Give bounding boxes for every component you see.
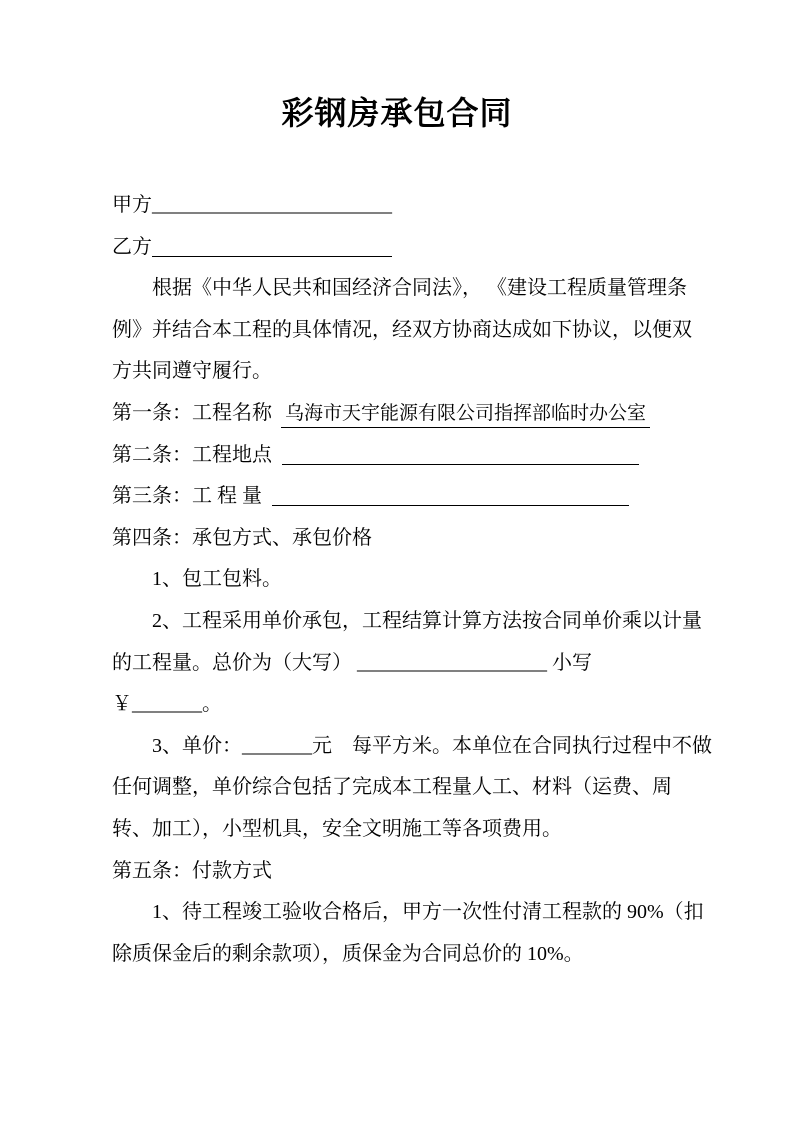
payment-1-line-2: 除质保金后的剩余款项），质保金为合同总价的 10%。: [112, 942, 584, 965]
project-location-blank-field[interactable]: [282, 448, 639, 465]
intro-line-2: 例》并结合本工程的具体情况，经双方协商达成如下协议，以便双: [112, 318, 692, 341]
clause-2-line: [112, 435, 712, 477]
clause-3-label: 第三条：工 程 量: [112, 485, 262, 508]
intro-line-3: 方共同遵守履行。: [112, 360, 272, 383]
work-quantity-blank-field[interactable]: [272, 489, 629, 506]
project-name-value[interactable]: 乌海市天宇能源有限公司指挥部临时办公室: [281, 402, 650, 428]
item-2-line-3: ￥_______。: [112, 693, 222, 716]
document-title: 彩钢房承包合同: [281, 95, 513, 131]
item-2-line-1: 2、工程采用单价承包，工程结算计算方法按合同单价乘以计量: [152, 609, 702, 632]
party-b-blank-field[interactable]: [152, 240, 392, 257]
clause-1-label: 第一条：工程名称: [112, 401, 272, 424]
clause-2-label: 第二条：工程地点: [112, 443, 272, 466]
item-1-line: 1、包工包料。: [152, 568, 282, 591]
clause-3-line: [112, 476, 712, 518]
party-a-label: 甲方: [112, 194, 152, 216]
party-b-line: [112, 227, 712, 269]
clause-5-line: 第五条：付款方式: [112, 859, 272, 882]
intro-line-1: 根据《中华人民共和国经济合同法》， 《建设工程质量管理条: [152, 277, 687, 300]
party-a-line: [112, 185, 712, 227]
payment-1-line-1: 1、待工程竣工验收合格后，甲方一次性付清工程款的 90%（扣: [152, 901, 704, 924]
party-b-label: 乙方: [112, 235, 152, 258]
item-3-line-1: 3、单价：_______元 每平方米。本单位在合同执行过程中不做: [152, 734, 712, 757]
party-a-blank-field[interactable]: ________________________: [152, 194, 392, 216]
clause-1-line: [112, 393, 712, 435]
clause-4-line: 第四条：承包方式、承包价格: [112, 526, 372, 549]
document-body: [112, 185, 712, 975]
item-3-line-2: 任何调整，单价综合包括了完成本工程量人工、材料（运费、周: [112, 776, 672, 799]
item-3-line-3: 转、加工），小型机具，安全文明施工等各项费用。: [112, 817, 562, 840]
item-2-line-2: 的工程量。总价为（大写） ___________________ 小写: [112, 651, 592, 674]
